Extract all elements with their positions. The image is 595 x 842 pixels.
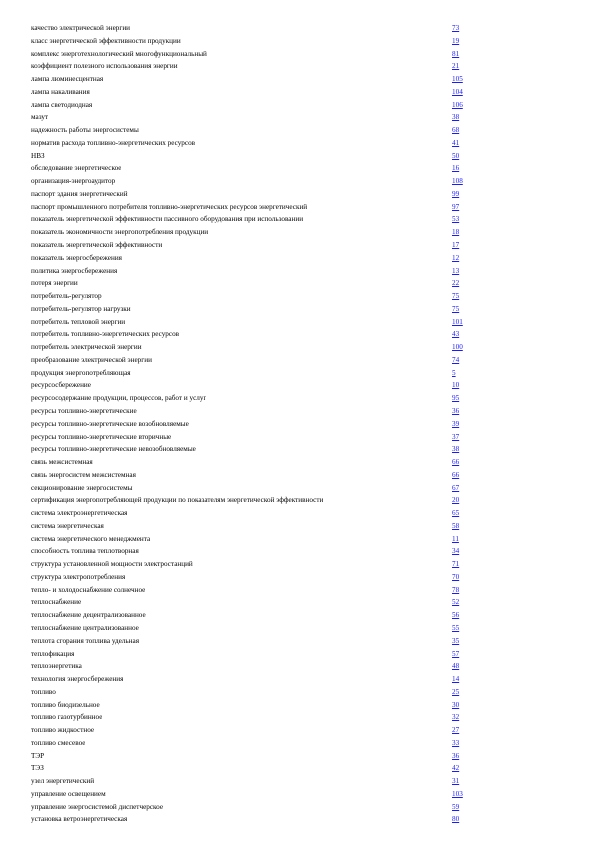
index-entry bbox=[31, 571, 471, 584]
index-entry bbox=[31, 22, 471, 35]
index-entry bbox=[31, 137, 471, 150]
page-reference-link[interactable]: 31 bbox=[452, 777, 460, 786]
index-term: паспорт промышленного потребителя топливно-энергетических ресурсов энергетический bbox=[31, 202, 308, 211]
page-reference-link[interactable]: 21 bbox=[452, 62, 460, 71]
page-reference-link[interactable]: 74 bbox=[452, 355, 460, 364]
index-entry bbox=[31, 737, 471, 750]
page-reference-link[interactable]: 99 bbox=[452, 189, 460, 198]
index-entry bbox=[31, 469, 471, 482]
index-term: обследование энергетическое bbox=[31, 164, 122, 173]
page-reference-link[interactable]: 10 bbox=[452, 381, 460, 390]
index-term: система энергетическая bbox=[31, 521, 104, 530]
index-term: показатель энергосбережения bbox=[31, 253, 122, 262]
index-entry bbox=[31, 316, 471, 329]
page-reference-link[interactable]: 39 bbox=[452, 419, 460, 428]
page-reference-link[interactable]: 66 bbox=[452, 470, 460, 479]
index-term: технология энергосбережения bbox=[31, 675, 124, 684]
page-reference-link[interactable]: 50 bbox=[452, 151, 460, 160]
index-entry bbox=[31, 99, 471, 112]
index-entry bbox=[31, 788, 471, 801]
index-entry bbox=[31, 775, 471, 788]
page-reference-link[interactable]: 36 bbox=[452, 751, 460, 760]
index-term: топливо биодизельное bbox=[31, 700, 100, 709]
page-reference-link[interactable]: 103 bbox=[452, 789, 463, 798]
page-reference-link[interactable]: 58 bbox=[452, 521, 460, 530]
index-term: ресурсы топливно-энергетические вторичные bbox=[31, 432, 172, 441]
index-term: показатель энергетической эффективности пассивного оборудования при использовании bbox=[31, 215, 304, 224]
page-reference-link[interactable]: 100 bbox=[452, 343, 463, 352]
page-reference-link[interactable]: 41 bbox=[452, 138, 460, 147]
index-term: ресурсы топливно-энергетические bbox=[31, 406, 137, 415]
page-reference-link[interactable]: 14 bbox=[452, 675, 460, 684]
page-reference-link[interactable]: 37 bbox=[452, 432, 460, 441]
page-reference-link[interactable]: 67 bbox=[452, 483, 460, 492]
index-entry bbox=[31, 277, 471, 290]
page-reference-link[interactable]: 16 bbox=[452, 164, 460, 173]
index-entry bbox=[31, 213, 471, 226]
index-term: структура установленной мощности электростанций bbox=[31, 560, 193, 569]
index-term: теплоэнергетика bbox=[31, 662, 82, 671]
index-entry bbox=[31, 660, 471, 673]
index-term: продукция энергопотребляющая bbox=[31, 368, 131, 377]
index-term: потребитель электрической энергии bbox=[31, 343, 142, 352]
index-term: система энергетического менеджмента bbox=[31, 534, 151, 543]
index-term: ресурсосбережение bbox=[31, 381, 91, 390]
index-entry bbox=[31, 418, 471, 431]
index-entry bbox=[31, 162, 471, 175]
index-term: преобразование электрической энергии bbox=[31, 355, 152, 364]
index-entry bbox=[31, 673, 471, 686]
index-term: связь межсистемная bbox=[31, 458, 93, 467]
index-entry bbox=[31, 239, 471, 252]
index-entry bbox=[31, 48, 471, 61]
index-entry bbox=[31, 813, 471, 826]
page-reference-link[interactable]: 20 bbox=[452, 496, 460, 505]
index-term: лампа светодиодная bbox=[31, 100, 93, 109]
page-reference-link[interactable]: 108 bbox=[452, 177, 463, 186]
page-reference-link[interactable]: 101 bbox=[452, 317, 463, 326]
page-reference-link[interactable]: 19 bbox=[452, 36, 460, 45]
index-term: норматив расхода топливно-энергетических ресурсов bbox=[31, 138, 196, 147]
index-entry bbox=[31, 533, 471, 546]
page-reference-link[interactable]: 48 bbox=[452, 662, 460, 671]
index-entry bbox=[31, 150, 471, 163]
index-entry bbox=[31, 35, 471, 48]
index-term: показатель экономичности энергопотребления продукции bbox=[31, 228, 209, 237]
index-term: секционирование энергосистемы bbox=[31, 483, 133, 492]
index-term: потребитель-регулятор нагрузки bbox=[31, 304, 131, 313]
page-reference-link[interactable]: 43 bbox=[452, 330, 460, 339]
index-entry bbox=[31, 73, 471, 86]
index-entry bbox=[31, 405, 471, 418]
index-entry bbox=[31, 86, 471, 99]
index-entry bbox=[31, 520, 471, 533]
page-reference-link[interactable]: 105 bbox=[452, 75, 463, 84]
index-term: узел энергетический bbox=[31, 777, 95, 786]
index-entry bbox=[31, 622, 471, 635]
index-term: теплоснабжение bbox=[31, 598, 82, 607]
index-term: качество электрической энергии bbox=[31, 24, 131, 32]
index-entry bbox=[31, 392, 471, 405]
index-entry bbox=[31, 341, 471, 354]
page-reference-link[interactable]: 18 bbox=[452, 228, 460, 237]
index-term: теплоснабжение децентрализованное bbox=[31, 611, 146, 620]
page-reference-link[interactable]: 104 bbox=[452, 87, 463, 96]
index-entry bbox=[31, 762, 471, 775]
index-entry bbox=[31, 584, 471, 597]
index-term: структура электропотребления bbox=[31, 572, 126, 581]
index-term: теплота сгорания топлива удельная bbox=[31, 636, 140, 645]
index-term: связь энергосистем межсистемная bbox=[31, 470, 136, 479]
page-reference-link[interactable]: 13 bbox=[452, 266, 460, 275]
index-entry bbox=[31, 354, 471, 367]
index-entry bbox=[31, 252, 471, 265]
index-term: способность топлива теплотворная bbox=[31, 547, 139, 556]
page-reference-link[interactable]: 25 bbox=[452, 687, 460, 696]
index-term: ресурсы топливно-энергетические возобновляемые bbox=[31, 419, 189, 428]
page-reference-link[interactable]: 73 bbox=[452, 24, 460, 32]
index-term: теплоснабжение централизованное bbox=[31, 623, 139, 632]
index-entry bbox=[31, 711, 471, 724]
page-reference-link[interactable]: 42 bbox=[452, 764, 460, 773]
index-entry bbox=[31, 507, 471, 520]
index-entry bbox=[31, 648, 471, 661]
page-reference-link[interactable]: 38 bbox=[452, 445, 460, 454]
page-reference-link[interactable]: 5 bbox=[452, 368, 456, 377]
page-reference-link[interactable]: 66 bbox=[452, 458, 460, 467]
index-entry bbox=[31, 175, 471, 188]
index-term: тепло- и холодоснабжение солнечное bbox=[31, 585, 146, 594]
index-entry bbox=[31, 801, 471, 814]
index-term: сертификация энергопотребляющей продукции по показателям энергетической эффективности bbox=[31, 496, 324, 505]
index-entry bbox=[31, 226, 471, 239]
page-reference-link[interactable]: 27 bbox=[452, 726, 460, 735]
index-entry bbox=[31, 431, 471, 444]
index-entry bbox=[31, 367, 471, 380]
page-reference-link[interactable]: 106 bbox=[452, 100, 463, 109]
page-reference-link[interactable]: 57 bbox=[452, 649, 460, 658]
page-reference-link[interactable]: 56 bbox=[452, 611, 460, 620]
index-term: ресурсосодержание продукции, процессов, работ и услуг bbox=[31, 394, 207, 403]
page-reference-link[interactable]: 17 bbox=[452, 241, 460, 250]
index-term: мазут bbox=[31, 113, 49, 122]
index-term: коэффициент полезного использования энергии bbox=[31, 62, 178, 71]
index-term: топливо жидкостное bbox=[31, 726, 95, 735]
index-entry bbox=[31, 750, 471, 763]
page-reference-link[interactable]: 11 bbox=[452, 534, 459, 543]
index-entry bbox=[31, 558, 471, 571]
page-reference-link[interactable]: 78 bbox=[452, 585, 460, 594]
page-reference-link[interactable]: 52 bbox=[452, 598, 460, 607]
index-entry bbox=[31, 686, 471, 699]
index-entry bbox=[31, 111, 471, 124]
index-term: показатель энергетической эффективности bbox=[31, 241, 163, 250]
index-term: организация-энергоаудитор bbox=[31, 177, 116, 186]
index-entry bbox=[31, 635, 471, 648]
index-entry bbox=[31, 724, 471, 737]
index-entry bbox=[31, 609, 471, 622]
page-reference-link[interactable]: 81 bbox=[452, 49, 460, 58]
index-term: топливо bbox=[31, 687, 56, 696]
index-entry bbox=[31, 596, 471, 609]
index-term: установка ветроэнергетическая bbox=[31, 815, 128, 824]
index-entry bbox=[31, 494, 471, 507]
page-reference-link[interactable]: 36 bbox=[452, 406, 460, 415]
index-entry bbox=[31, 124, 471, 137]
index-term: управление освещением bbox=[31, 789, 106, 798]
page-reference-link[interactable]: 75 bbox=[452, 292, 460, 301]
index-term: класс энергетической эффективности продукции bbox=[31, 36, 181, 45]
page-reference-link[interactable]: 55 bbox=[452, 623, 460, 632]
index-entry bbox=[31, 328, 471, 341]
index-term: надежность работы энергосистемы bbox=[31, 126, 139, 135]
index-term: топливо смесевое bbox=[31, 738, 86, 747]
index-term: потребитель тепловой энергии bbox=[31, 317, 126, 326]
index-term: лампа накаливания bbox=[31, 87, 90, 96]
page-reference-link[interactable]: 65 bbox=[452, 509, 460, 518]
page-reference-link[interactable]: 35 bbox=[452, 636, 460, 645]
page-reference-link[interactable]: 59 bbox=[452, 802, 460, 811]
page-reference-link[interactable]: 32 bbox=[452, 713, 460, 722]
index-entry bbox=[31, 265, 471, 278]
page-reference-link[interactable]: 80 bbox=[452, 815, 460, 824]
index-entry bbox=[31, 443, 471, 456]
index-term: ТЭЗ bbox=[31, 764, 44, 773]
index-term: потребитель-регулятор bbox=[31, 292, 102, 301]
page-reference-link[interactable]: 22 bbox=[452, 279, 460, 288]
index-entry bbox=[31, 545, 471, 558]
index-term: лампа люминесцентная bbox=[31, 75, 104, 84]
index-term: система электроэнергетическая bbox=[31, 509, 128, 518]
index-term: НВЗ bbox=[31, 151, 45, 160]
page-reference-link[interactable]: 71 bbox=[452, 560, 460, 569]
index-term: топливо газотурбинное bbox=[31, 713, 103, 722]
page-reference-link[interactable]: 95 bbox=[452, 394, 460, 403]
page-reference-link[interactable]: 12 bbox=[452, 253, 460, 262]
page-reference-link[interactable]: 34 bbox=[452, 547, 460, 556]
index-term: ТЭР bbox=[31, 751, 45, 760]
alphabetical-index bbox=[31, 22, 471, 826]
index-entry bbox=[31, 290, 471, 303]
index-term: теплофикация bbox=[31, 649, 75, 658]
index-entry bbox=[31, 482, 471, 495]
page-reference-link[interactable]: 70 bbox=[452, 572, 460, 581]
index-term: управление энергосистемой диспетчерское bbox=[31, 802, 164, 811]
index-term: потребитель топливно-энергетических ресурсов bbox=[31, 330, 180, 339]
page-reference-link[interactable]: 68 bbox=[452, 126, 460, 135]
page-reference-link[interactable]: 38 bbox=[452, 113, 460, 122]
index-entry bbox=[31, 188, 471, 201]
index-term: потеря энергии bbox=[31, 279, 78, 288]
page-reference-link[interactable]: 30 bbox=[452, 700, 460, 709]
index-term: комплекс энерготехнологический многофункциональный bbox=[31, 49, 207, 58]
index-term: политика энергосбережения bbox=[31, 266, 118, 275]
page-reference-link[interactable]: 75 bbox=[452, 304, 460, 313]
index-entry bbox=[31, 60, 471, 73]
index-term: паспорт здания энергетический bbox=[31, 189, 128, 198]
index-entry bbox=[31, 456, 471, 469]
index-entry bbox=[31, 699, 471, 712]
index-entry bbox=[31, 303, 471, 316]
index-term: ресурсы топливно-энергетические невозобновляемые bbox=[31, 445, 196, 454]
index-entry bbox=[31, 201, 471, 214]
index-entry bbox=[31, 379, 471, 392]
page-reference-link[interactable]: 33 bbox=[452, 738, 460, 747]
page-reference-link[interactable]: 97 bbox=[452, 202, 460, 211]
page-reference-link[interactable]: 53 bbox=[452, 215, 460, 224]
